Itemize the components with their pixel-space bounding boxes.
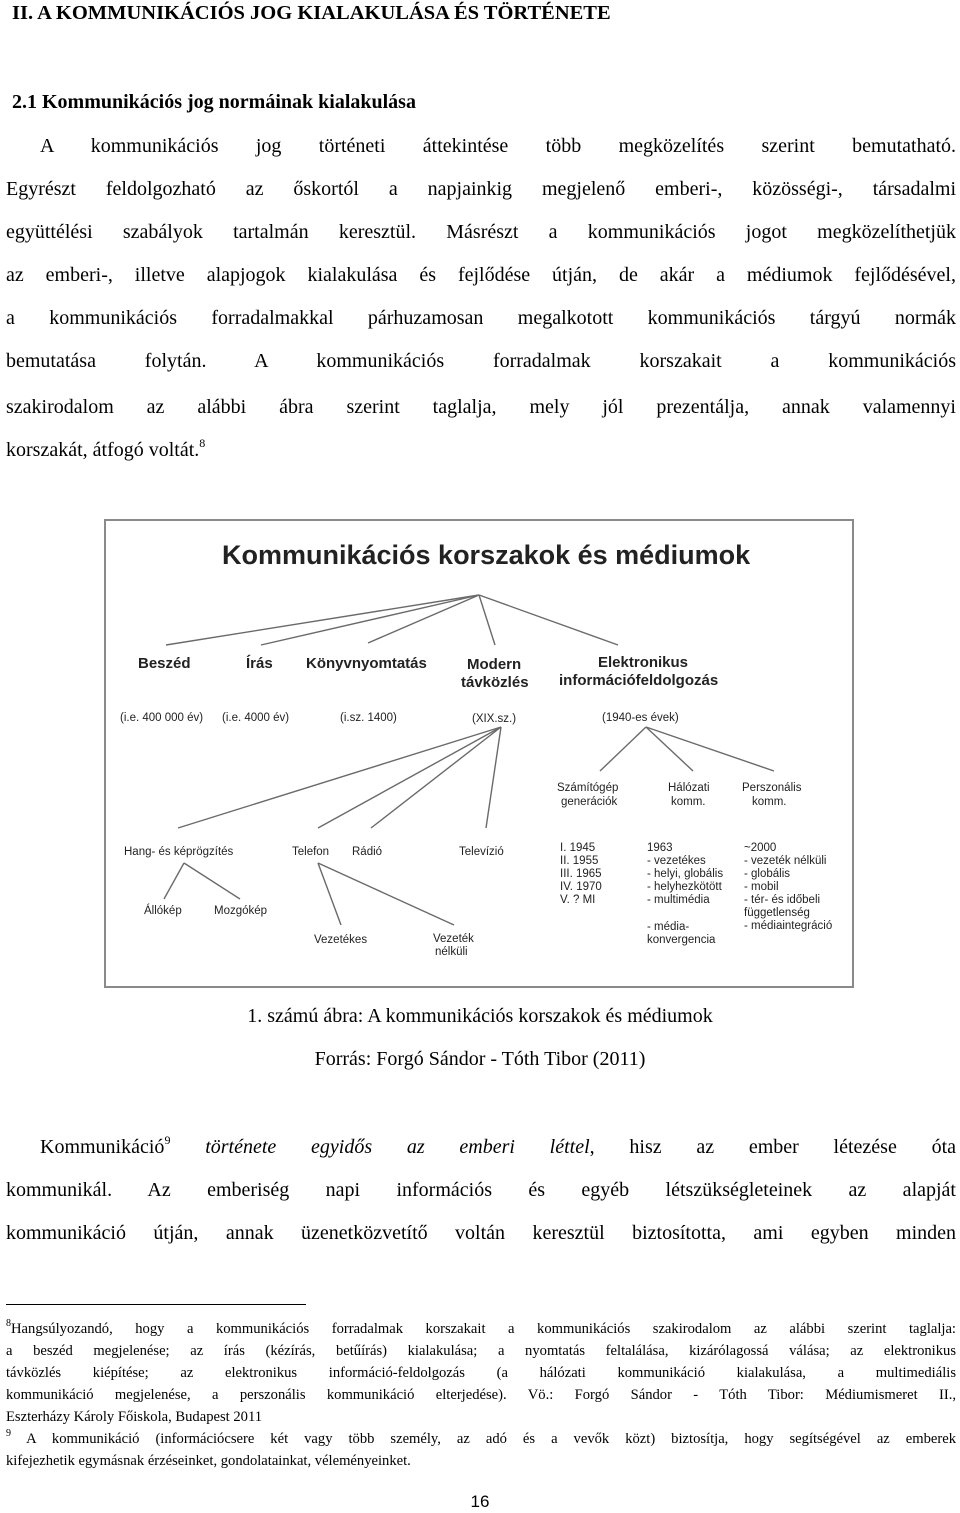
personal-item: - tér- és időbeli — [744, 894, 821, 906]
media-radio: Rádió — [352, 846, 383, 858]
diagram-edge — [178, 727, 501, 828]
media-wired: Vezetékes — [314, 934, 368, 946]
media-television: Televízió — [459, 846, 504, 858]
section-title: 2.1 Kommunikációs jog normáinak kialakulása — [12, 91, 416, 113]
computer-gen-item: III. 1965 — [560, 868, 602, 880]
diagram-svg — [106, 521, 852, 986]
diagram-edge — [486, 727, 501, 828]
period-telecom-date: (XIX.sz.) — [472, 713, 517, 725]
period-telecom-l1: Modern — [467, 656, 522, 673]
computer-generations-l2: generációk — [561, 796, 618, 808]
diagram-edge — [318, 727, 501, 828]
personal-item: - mobil — [744, 881, 779, 893]
network-item: - helyhezkötött — [647, 881, 722, 893]
media-recording: Hang- és képrögzítés — [124, 846, 234, 858]
media-wireless-l2: nélküli — [435, 946, 468, 958]
period-electronic-l1: Elektronikus — [598, 654, 689, 671]
network-item: - média- — [647, 921, 690, 933]
footnote-number: 8 — [6, 1318, 11, 1329]
personal-item: - médiaintegráció — [744, 920, 833, 932]
paragraph-line: bemutatása folytán. A kommunikációs forradalmak korszakait a kommunikációs — [6, 350, 956, 372]
paragraph-line: a kommunikációs forradalmakkal párhuzamosan megalkotott kommunikációs tárgyú normák — [6, 307, 956, 329]
personal-item: ~2000 — [744, 842, 777, 854]
network-item: - multimédia — [647, 894, 710, 906]
diagram-edge — [646, 727, 774, 771]
paragraph-text: Kommunikáció — [40, 1136, 165, 1158]
footnote-8-line — [6, 1318, 956, 1338]
footnote-text: A kommunikáció (információcsere két vagy több személy, az adó és a vevők közt) biztosítja, hogy segítségével az emberek — [11, 1431, 956, 1447]
network-item: konvergencia — [647, 934, 716, 946]
paragraph-line: szakirodalom az alábbi ábra szerint taglalja, mely jól prezentálja, annak valamennyi — [6, 396, 956, 418]
page-number: 16 — [470, 1492, 490, 1511]
paragraph-text: korszakát, átfogó voltát. — [6, 439, 200, 461]
diagram-edge — [184, 863, 240, 899]
figure-caption: 1. számú ábra: A kommunikációs korszakok és médiumok — [247, 1005, 713, 1027]
figure-source: Forrás: Forgó Sándor - Tóth Tibor (2011) — [314, 1048, 646, 1070]
paragraph-line: együttélési szabályok tartalmán keresztül. Másrészt a kommunikációs jogot megközelíthetjük — [6, 221, 956, 243]
personal-item: - vezeték nélküli — [744, 855, 827, 867]
period-speech-date: (i.e. 400 000 év) — [120, 712, 204, 724]
personal-item: függetlenség — [744, 907, 810, 919]
period-speech: Beszéd — [138, 655, 191, 672]
computer-gen-item: I. 1945 — [560, 842, 596, 854]
footnote-8-line: a beszéd megjelenése; az írás (kézírás, betűírás) kialakulása; a nyomtatás feltalálása, kizárólagossá válása; az elektronikus — [6, 1343, 956, 1359]
network-comm-l1: Hálózati — [668, 782, 710, 794]
computer-generations-l1: Számítógép — [557, 782, 619, 794]
diagram-edge — [646, 727, 693, 771]
paragraph-line: kommunikál. Az emberiség napi információs és egyéb létszükségleteinek az alapját — [6, 1179, 956, 1201]
figure-diagram — [104, 519, 854, 988]
paragraph-line: az emberi-, illetve alapjogok kialakulása és fejlődése útján, de akár a médiumok fejlődésével, — [6, 264, 956, 286]
personal-comm-l1: Perszonális — [742, 782, 802, 794]
computer-gen-item: II. 1955 — [560, 855, 599, 867]
diagram-title: Kommunikációs korszakok és médiumok — [222, 540, 751, 570]
personal-comm-l2: komm. — [752, 796, 787, 808]
media-moving-image: Mozgókép — [214, 905, 268, 917]
period-writing: Írás — [246, 655, 273, 672]
diagram-edge — [479, 595, 495, 645]
period-electronic-date: (1940-es évek) — [602, 712, 679, 724]
period-printing: Könyvnyomtatás — [306, 655, 427, 672]
period-telecom-l2: távközlés — [461, 674, 529, 691]
paragraph-line — [6, 436, 956, 462]
personal-item: - globális — [744, 868, 791, 880]
diagram-edge — [318, 863, 454, 925]
network-item: - helyi, globális — [647, 868, 724, 880]
network-comm-l2: komm. — [671, 796, 706, 808]
media-still-image: Állókép — [144, 905, 182, 917]
paragraph-line — [40, 1133, 957, 1159]
footnote-8-line: távközlés kiépítése; az elektronikus információ-feldolgozás (a hálózati kommunikáció kialakulása, a multimediális — [6, 1365, 956, 1381]
footnote-ref: 9 — [164, 1133, 171, 1147]
diagram-edge — [371, 727, 501, 828]
period-printing-date: (i.sz. 1400) — [340, 712, 397, 724]
media-telephone: Telefon — [292, 846, 330, 858]
diagram-edge — [164, 863, 184, 899]
footnote-text: Hangsúlyozandó, hogy a kommunikációs forradalmak korszakait a kommunikációs szakirodalom az alábbi szerint taglalja: — [11, 1321, 956, 1337]
computer-gen-item: V. ? MI — [560, 894, 596, 906]
computer-gen-item: IV. 1970 — [560, 881, 602, 893]
period-electronic-l2: információfeldolgozás — [559, 672, 719, 689]
diagram-edge — [600, 727, 646, 771]
paragraph-line: kommunikáció útján, annak üzenetközvetítő voltán keresztül biztosította, ami egyben minden — [6, 1222, 956, 1244]
paragraph-italic: története egyidős az emberi léttel — [205, 1136, 590, 1158]
period-writing-date: (i.e. 4000 év) — [222, 712, 290, 724]
diagram-edge — [479, 595, 618, 645]
diagram-edge — [368, 595, 479, 643]
diagram-edge — [261, 595, 479, 645]
footnote-9-line: kifejezhetik egymásnak érzéseinket, gondolatainkat, véleményeinket. — [6, 1453, 411, 1469]
network-item: 1963 — [647, 842, 673, 854]
footnote-8-line: kommunikáció megjelenése, a perszonális kommunikáció elterjedése). Vö.: Forgó Sándor - Tóth Tibor: Médiumismeret II., — [6, 1387, 956, 1403]
paragraph-line: Egyrészt feldolgozható az őskortól a napjainkig megjelenő emberi-, közösségi-, társadalmi — [6, 178, 956, 200]
chapter-title: II. A KOMMUNIKÁCIÓS JOG KIALAKULÁSA ÉS TÖRTÉNETE — [12, 2, 611, 24]
footnote-8-line: Eszterházy Károly Főiskola, Budapest 2011 — [6, 1409, 263, 1425]
footnote-rule — [6, 1304, 306, 1305]
footnote-ref: 8 — [199, 436, 206, 450]
diagram-edge — [166, 595, 479, 645]
paragraph-text: , hisz az ember létezése óta — [589, 1136, 957, 1158]
paragraph-line: A kommunikációs jog történeti áttekintése több megközelítés szerint bemutatható. — [40, 135, 956, 157]
media-wireless-l1: Vezeték — [433, 933, 474, 945]
footnote-number: 9 — [6, 1428, 11, 1439]
network-item: - vezetékes — [647, 855, 706, 867]
footnote-9-line — [6, 1428, 956, 1448]
